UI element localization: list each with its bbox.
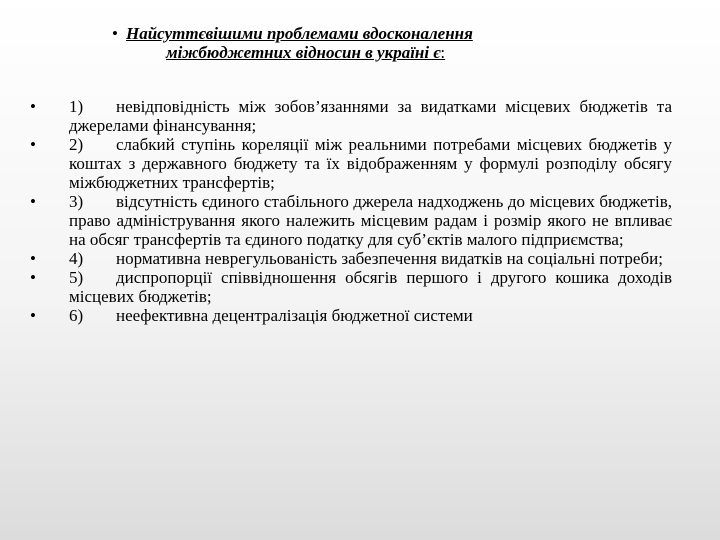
list-item-4: [30, 249, 672, 268]
item-number: 5): [69, 268, 84, 287]
list-item-3: [30, 192, 672, 249]
item-text: диспропорції співвідношення обсягів першого і другого кошика доходів місцевих бюджетів;: [69, 268, 672, 306]
title-line-2-wrap: [126, 43, 646, 62]
item-number: 3): [69, 192, 84, 211]
list-item-2: [30, 135, 672, 192]
item-text: неефективна децентралізація бюджетної системи: [116, 306, 473, 325]
item-number: 6): [69, 306, 84, 325]
item-text: нормативна неврегульованість забезпечення видатків на соціальні потреби;: [116, 249, 663, 268]
list-item-6: [30, 306, 672, 325]
title-line-2: міжбюджетних відносин в україні є: [166, 43, 441, 62]
slide-title: [112, 24, 646, 62]
bullet-icon: •: [30, 268, 36, 287]
item-text: невідповідність між зобов’язаннями за видатками місцевих бюджетів та джерелами фінансування;: [69, 97, 672, 135]
title-line-1: Найсуттєвішими проблемами вдосконалення: [126, 24, 473, 43]
list-item-5: [30, 268, 672, 306]
bullet-icon: •: [30, 249, 36, 268]
title-bullet: •: [112, 24, 118, 43]
list-item-1: [30, 97, 672, 135]
item-number: 2): [69, 135, 84, 154]
bullet-icon: •: [30, 306, 36, 325]
bullet-icon: •: [30, 97, 36, 116]
item-number: 4): [69, 249, 84, 268]
problems-list: [30, 97, 672, 325]
item-text: відсутність єдиного стабільного джерела надходжень до місцевих бюджетів, право адміністрування якого належить місцевим радам і розмір якого не впливає на обсяг трансфертів та єдиного податку для суб’єктів малого підприємства;: [69, 192, 672, 249]
item-text: слабкий ступінь кореляції між реальними потребами місцевих бюджетів у коштах з державного бюджету та їх відображенням у формулі розподілу обсягу міжбюджетних трансфертів;: [69, 135, 672, 192]
bullet-icon: •: [30, 192, 36, 211]
bullet-icon: •: [30, 135, 36, 154]
title-colon: :: [440, 43, 446, 62]
item-number: 1): [69, 97, 84, 116]
